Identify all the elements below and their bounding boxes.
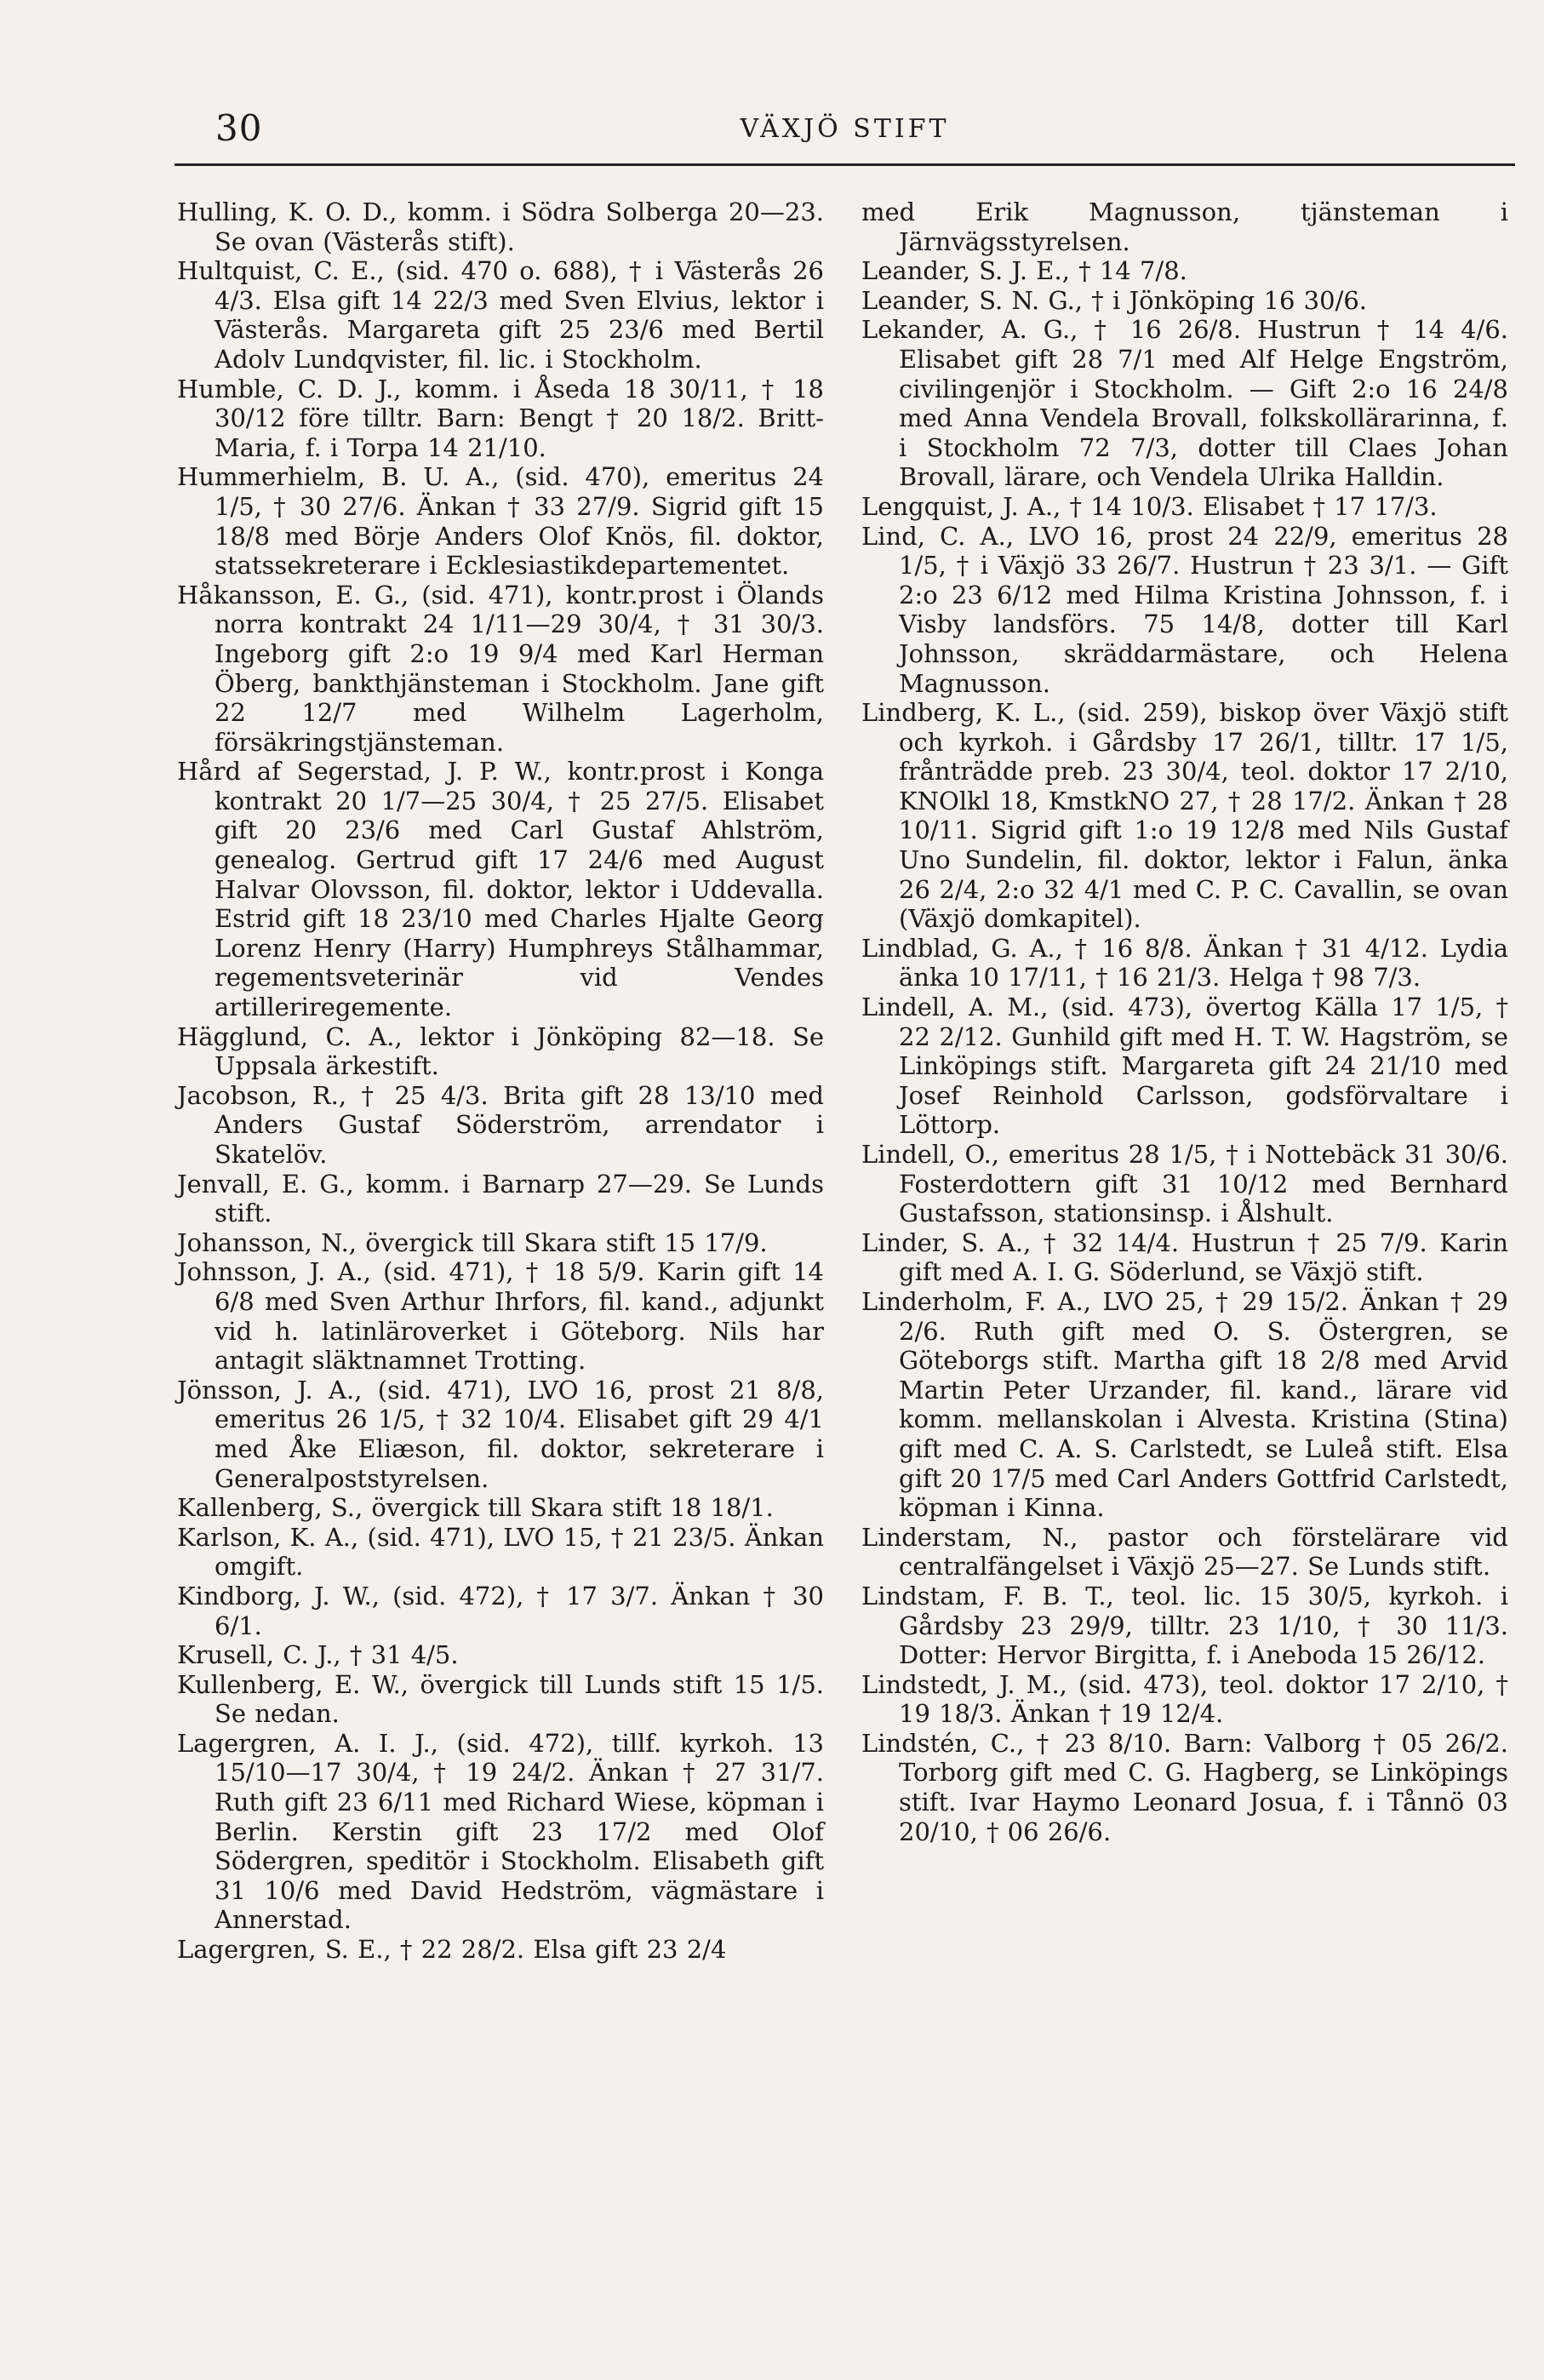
entry: Linderstam, N., pastor och förstelärare vid centralfängelset i Växjö 25—27. Se Lunds stift. xyxy=(861,1522,1508,1582)
entry: Leander, S. N. G., † i Jönköping 16 30/6. xyxy=(861,285,1368,315)
entry: Håkansson, E. G., (sid. 471), kontr.prost i Ölands norra kontrakt 24 1/11—29 30/4, † 31 30/3. Ingeborg gift 2:o 19 9/4 med Karl Herman Öberg, bankthjänsteman i Stockholm. Jane gift 22 12/7 med Wilhelm Lagerholm, försäkringstjänsteman. xyxy=(177,580,824,757)
entry: Hultquist, C. E., (sid. 470 o. 688), † i Västerås 26 4/3. Elsa gift 14 22/3 med Sven Elvius, lektor i Västerås. Margareta gift 25 23/6 med Bertil Adolv Lundqvister, fil. lic. i Stockholm. xyxy=(177,256,824,374)
entry: Kindborg, J. W., (sid. 472), † 17 3/7. Änkan † 30 6/1. xyxy=(177,1581,824,1640)
entry: med Erik Magnusson, tjänsteman i Järnvägsstyrelsen. xyxy=(861,197,1508,256)
page-number: 30 xyxy=(215,107,263,149)
entry: Lengquist, J. A., † 14 10/3. Elisabet † 17 17/3. xyxy=(861,491,1438,521)
entry: Jenvall, E. G., komm. i Barnarp 27—29. Se Lunds stift. xyxy=(177,1169,824,1228)
entry: Lindstam, F. B. T., teol. lic. 15 30/5, kyrkoh. i Gårdsby 23 29/9, tilltr. 23 1/10, † 30 11/3. Dotter: Hervor Birgitta, f. i Aneboda 15 26/12. xyxy=(861,1581,1508,1670)
entry: Hulling, K. O. D., komm. i Södra Solberga 20—23. Se ovan (Västerås stift). xyxy=(177,197,824,256)
entry: Lindberg, K. L., (sid. 259), biskop över Växjö stift och kyrkoh. i Gårdsby 17 26/1, tilltr. 17 1/5, frånträdde preb. 23 30/4, teol. doktor 17 2/10, KNOlkl 18, KmstkNO 27, † 28 17/2. Änkan † 28 10/11. Sigrid gift 1:o 19 12/8 med Nils Gustaf Uno Sundelin, fil. doktor, lektor i Falun, änka 26 2/4, 2:o 32 4/1 med C. P. C. Cavallin, se ovan (Växjö domkapitel). xyxy=(861,698,1508,934)
entry: Lagergren, A. I. J., (sid. 472), tillf. kyrkoh. 13 15/10—17 30/4, † 19 24/2. Änkan † 27 31/7. Ruth gift 23 6/11 med Richard Wiese, köpman i Berlin. Kerstin gift 23 17/2 med Olof Södergren, speditör i Stockholm. Elisabeth gift 31 10/6 med David Hedström, vägmästare i Annerstad. xyxy=(177,1728,824,1935)
entry: Jönsson, J. A., (sid. 471), LVO 16, prost 21 8/8, emeritus 26 1/5, † 32 10/4. Elisabet gift 29 4/1 med Åke Eliæson, fil. doktor, sekreterare i Generalpoststyrelsen. xyxy=(177,1375,824,1493)
entry: Karlson, K. A., (sid. 471), LVO 15, † 21 23/5. Änkan omgift. xyxy=(177,1522,824,1582)
entry: Linder, S. A., † 32 14/4. Hustrun † 25 7/9. Karin gift med A. I. G. Söderlund, se Växjö stift. xyxy=(861,1227,1508,1287)
left-column xyxy=(177,197,824,1965)
entry: Johansson, N., övergick till Skara stift 15 17/9. xyxy=(177,1227,768,1257)
entry: Hägglund, C. A., lektor i Jönköping 82—18. Se Uppsala ärkestift. xyxy=(177,1021,824,1081)
entry: Humble, C. D. J., komm. i Åseda 18 30/11, † 18 30/12 före tilltr. Barn: Bengt † 20 18/2. Britt-Maria, f. i Torpa 14 21/10. xyxy=(177,374,824,462)
entry: Jacobson, R., † 25 4/3. Brita gift 28 13/10 med Anders Gustaf Söderström, arrendator i Skatelöv. xyxy=(177,1080,824,1169)
entry: Leander, S. J. E., † 14 7/8. xyxy=(861,256,1187,286)
entry: Lind, C. A., LVO 16, prost 24 22/9, emeritus 28 1/5, † i Växjö 33 26/7. Hustrun † 23 3/1. — Gift 2:o 23 6/12 med Hilma Kristina Johnsson, f. i Visby landsförs. 75 14/8, dotter till Karl Johnsson, skräddarmästare, och Helena Magnusson. xyxy=(861,521,1508,698)
entry: Lagergren, S. E., † 22 28/2. Elsa gift 23 2/4 xyxy=(177,1935,727,1965)
entry: Hård af Segerstad, J. P. W., kontr.prost i Konga kontrakt 20 1/7—25 30/4, † 25 27/5. Elisabet gift 20 23/6 med Carl Gustaf Ahlström, genealog. Gertrud gift 17 24/6 med August Halvar Olovsson, fil. doktor, lektor i Uddevalla. Estrid gift 18 23/10 med Charles Hjalte Georg Lorenz Henry (Harry) Humphreys Stålhammar, regementsveterinär vid Vendes artilleriregemente. xyxy=(177,757,824,1022)
running-title: VÄXJÖ STIFT xyxy=(740,114,950,144)
entry: Kallenberg, S., övergick till Skara stift 18 18/1. xyxy=(177,1493,774,1523)
entry: Lekander, A. G., † 16 26/8. Hustrun † 14 4/6. Elisabet gift 28 7/1 med Alf Helge Engström, civilingenjör i Stockholm. — Gift 2:o 16 24/8 med Anna Vendela Brovall, folkskollärarinna, f. i Stockholm 72 7/3, dotter till Claes Johan Brovall, lärare, och Vendela Ulrika Halldin. xyxy=(861,315,1508,492)
entry: Lindell, A. M., (sid. 473), övertog Källa 17 1/5, † 22 2/12. Gunhild gift med H. T. W. Hagström, se Linköpings stift. Margareta gift 24 21/10 med Josef Reinhold Carlsson, godsförvaltare i Löttorp. xyxy=(861,993,1508,1140)
page-header xyxy=(174,100,1515,155)
entry: Krusell, C. J., † 31 4/5. xyxy=(177,1640,459,1670)
entry: Kullenberg, E. W., övergick till Lunds stift 15 1/5. Se nedan. xyxy=(177,1669,824,1729)
header-rule xyxy=(174,163,1515,166)
entry: Lindblad, G. A., † 16 8/8. Änkan † 31 4/12. Lydia änka 10 17/11, † 16 21/3. Helga † 98 7/3. xyxy=(861,933,1508,993)
entry: Lindstedt, J. M., (sid. 473), teol. doktor 17 2/10, † 19 18/3. Änkan † 19 12/4. xyxy=(861,1669,1508,1729)
right-column xyxy=(861,197,1508,1846)
entry: Linderholm, F. A., LVO 25, † 29 15/2. Änkan † 29 2/6. Ruth gift med O. S. Östergren, se Göteborgs stift. Martha gift 18 2/8 med Arvid Martin Peter Urzander, fil. kand., lärare vid komm. mellanskolan i Alvesta. Kristina (Stina) gift med C. A. S. Carlstedt, se Luleå stift. Elsa gift 20 17/5 med Carl Anders Gottfrid Carlstedt, köpman i Kinna. xyxy=(861,1286,1508,1523)
entry: Lindell, O., emeritus 28 1/5, † i Nottebäck 31 30/6. Fosterdottern gift 31 10/12 med Bernhard Gustafsson, stationsinsp. i Ålshult. xyxy=(861,1140,1508,1228)
entry: Johnsson, J. A., (sid. 471), † 18 5/9. Karin gift 14 6/8 med Sven Arthur Ihrfors, fil. kand., adjunkt vid h. latinläroverket i Göteborg. Nils har antagit släktnamnet Trotting. xyxy=(177,1257,824,1376)
entry: Hummerhielm, B. U. A., (sid. 470), emeritus 24 1/5, † 30 27/6. Änkan † 33 27/9. Sigrid gift 15 18/8 med Börje Anders Olof Knös, fil. doktor, statssekreterare i Ecklesiastikdepartementet. xyxy=(177,462,824,581)
entry: Lindstén, C., † 23 8/10. Barn: Valborg † 05 26/2. Torborg gift med C. G. Hagberg, se Linköpings stift. Ivar Haymo Leonard Josua, f. i Tånnö 03 20/10, † 06 26/6. xyxy=(861,1728,1508,1846)
